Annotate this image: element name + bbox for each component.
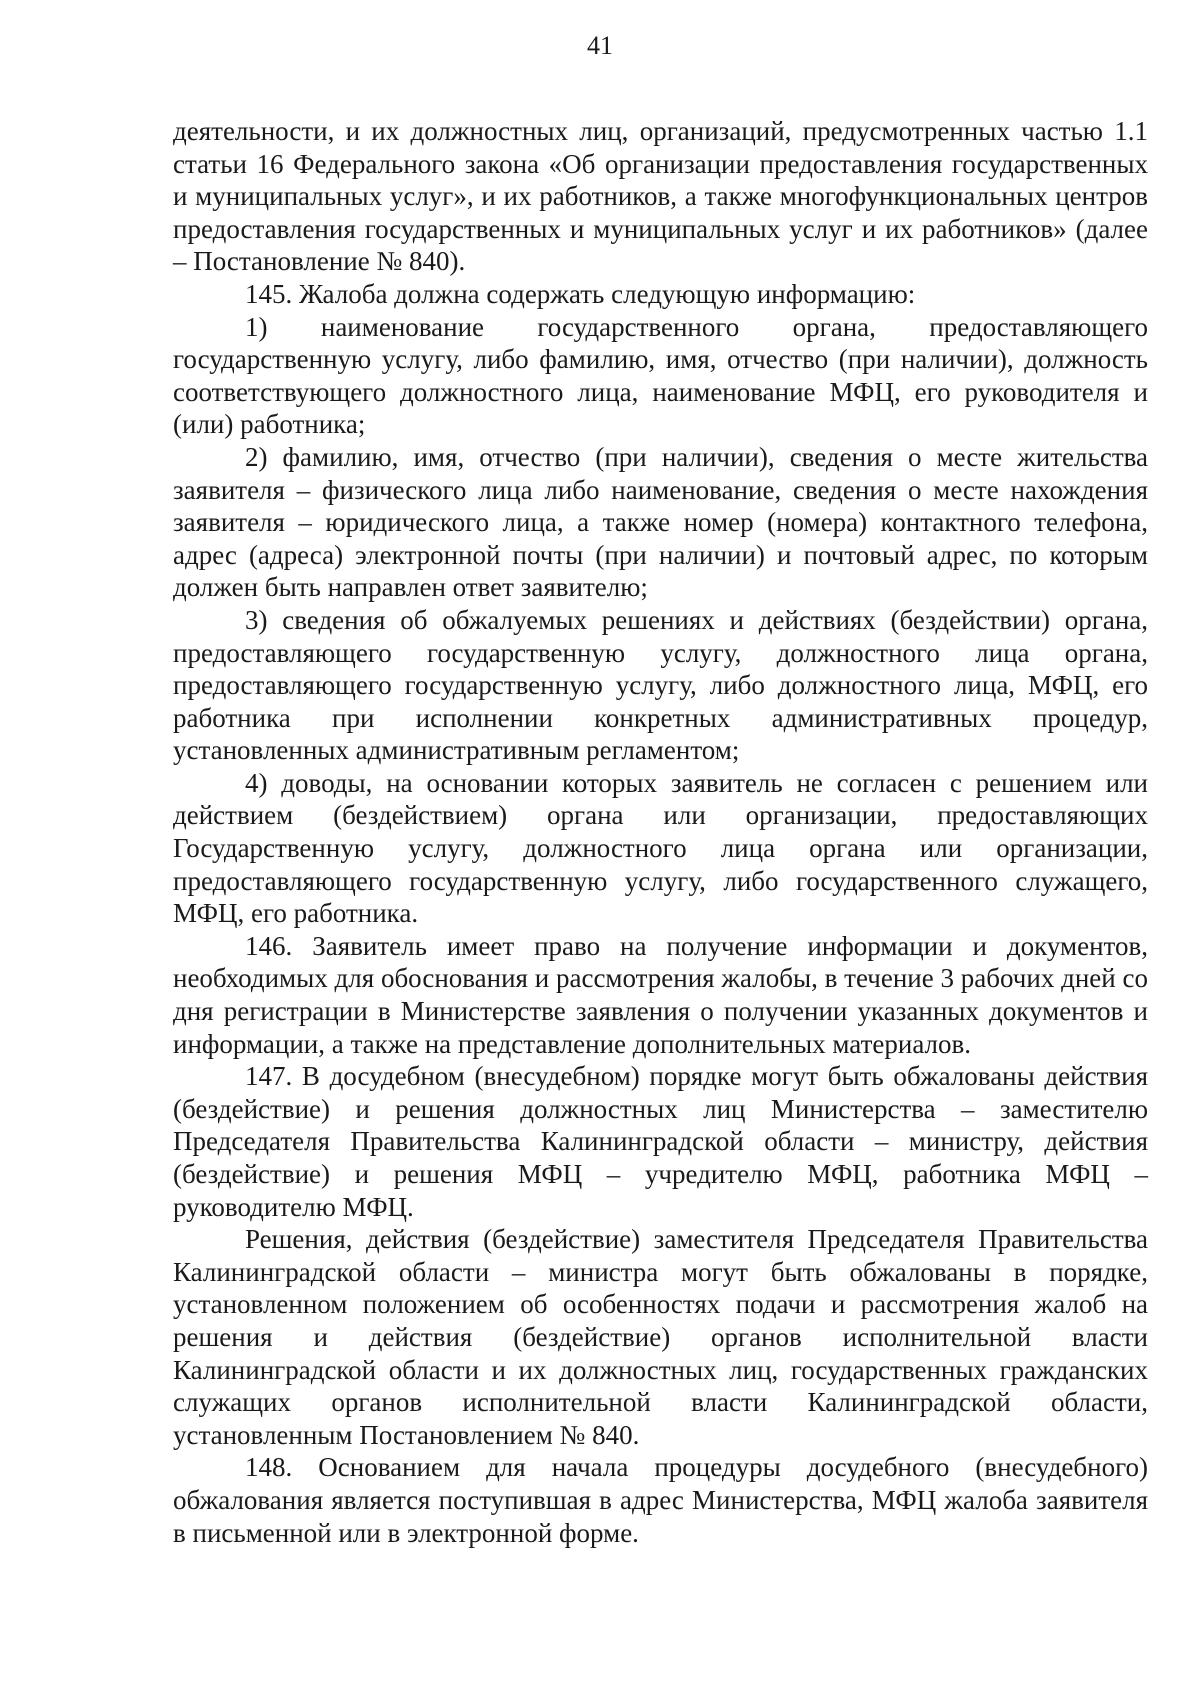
document-body	[173, 115, 1148, 1549]
paragraph-145-item-1: 1) наименование государственного органа, предоставляющего государственную услугу, либо фамилию, имя, отчество (при наличии), должность соответствующего должностного лица, наименование МФЦ, его руководителя и (или) работника;	[173, 311, 1148, 440]
paragraph-145-item-4: 4) доводы, на основании которых заявитель не согласен с решением или действием (бездействием) органа или организации, предоставляющих Государственную услугу, должностного лица органа или организации, предоставляющего государственную услугу, либо государственного служащего, МФЦ, его работника.	[173, 767, 1148, 929]
page-number: 41	[587, 31, 613, 60]
paragraph-145-item-3: 3) сведения об обжалуемых решениях и действиях (бездействии) органа, предоставляющего государственную услугу, должностного лица органа, предоставляющего государственную услугу, либо должностного лица, МФЦ, его работника при исполнении конкретных административных процедур, установленных административным регламентом;	[173, 604, 1148, 766]
paragraph-146: 146. Заявитель имеет право на получение информации и документов, необходимых для обоснования и рассмотрения жалобы, в течение 3 рабочих дней со дня регистрации в Министерстве заявления о получении указанных документов и информации, а также на представление дополнительных материалов.	[173, 930, 1148, 1059]
paragraph-148: 148. Основанием для начала процедуры досудебного (внесудебного) обжалования является поступившая в адрес Министерства, МФЦ жалоба заявителя в письменной или в электронной форме.	[173, 1452, 1148, 1548]
paragraph-147-continued: Решения, действия (бездействие) заместителя Председателя Правительства Калининградской области – министра могут быть обжалованы в порядке, установленном положением об особенностях подачи и рассмотрения жалоб на решения и действия (бездействие) органов исполнительной власти Калининградской области и их должностных лиц, государственных гражданских служащих органов исполнительной власти Калининградской области, установленным Постановлением № 840.	[173, 1224, 1148, 1450]
paragraph-145: 145. Жалоба должна содержать следующую информацию:	[245, 278, 916, 309]
paragraph-147: 147. В досудебном (внесудебном) порядке могут быть обжалованы действия (бездействие) и решения должностных лиц Министерства – заместителю Председателя Правительства Калининградской области – министру, действия (бездействие) и решения МФЦ – учредителю МФЦ, работника МФЦ – руководителю МФЦ.	[173, 1061, 1148, 1222]
paragraph-continuation: деятельности, и их должностных лиц, организаций, предусмотренных частью 1.1 статьи 16 Федерального закона «Об организации предоставления государственных и муниципальных услуг», и их работников, а также многофункциональных центров предоставления государственных и муниципальных услуг и их работников» (далее – Постановление № 840).	[173, 116, 1148, 277]
paragraph-145-item-2: 2) фамилию, имя, отчество (при наличии), сведения о месте жительства заявителя – физического лица либо наименование, сведения о месте нахождения заявителя – юридического лица, а также номер (номера) контактного телефона, адрес (адреса) электронной почты (при наличии) и почтовый адрес, по которым должен быть направлен ответ заявителю;	[173, 441, 1148, 603]
